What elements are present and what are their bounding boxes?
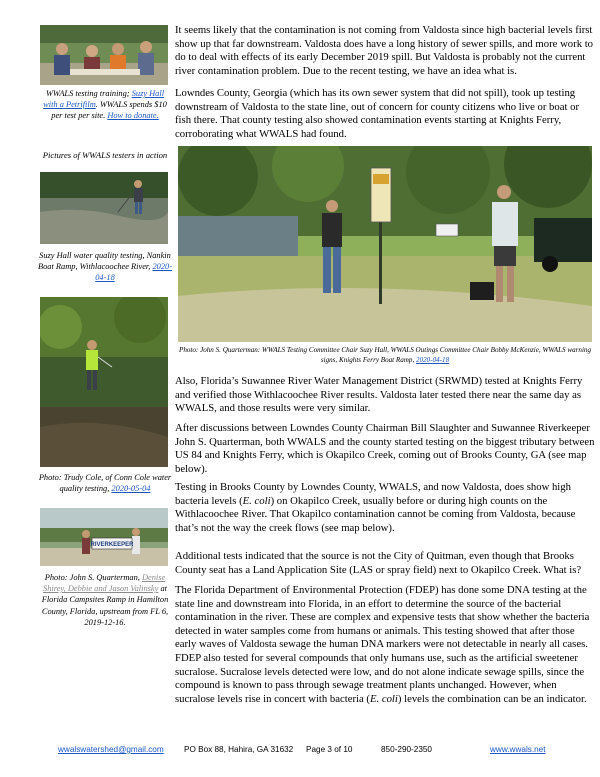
footer-address: PO Box 88, Hahira, GA 31632 — [184, 745, 294, 754]
training-photo — [40, 25, 168, 85]
paragraph-fdep: The Florida Department of Environmental Protection (FDEP) has done some DNA testing at the state line and downstream into Florida, in an effort to determine the source of the bacterial contamination in the river. These are complex and expensive tests that show whether the bacteria detected in water samples come from humans or animals. This testing showed that after those early waves of Valdosta sewage the human DNA markers were not detectable in nearly all cases. FDEP also tested for several compounds that only humans use, such as the artificial sweetener sucralose. Sucralose levels detected were low, and do not alone indicate sewage spills, since the compound is known to pass through sewage treatment plants unchanged. However, when sucralose levels rise in concert with bacteria (E. coli) levels the combination can be an indicator. — [175, 584, 590, 705]
florida-campsites-caption: Photo: John S. Quarterman, Denise Shirey, Debbie and Jason Valinsky at Florida Campsites Ramp in Hamilton County, Florida, upstream from FL 6, 2019-12-16. — [41, 573, 169, 627]
footer-page-number: Page 3 of 10 — [306, 745, 353, 754]
florida-campsites-photo — [40, 508, 168, 566]
paragraph-lowndes: Lowndes County, Georgia (which has its own sewer system that did not spill), took up testing downstream of Valdosta to the state line, out of concern for county citizens who live or boat or fish there. That county testing also showed contamination events starting at Knights Ferry, corroborating what WWALS had found. — [175, 87, 580, 140]
paragraph-brooks-testing: Testing in Brooks County by Lowndes County, WWALS, and now Valdosta, does show high bacteria levels (E. coli) on Okapilco Creek, usually before or during high counts on the Withlacoochee River. That Okapilco contamination cannot be coming from Valdosta, because that’s not the way the creek flows (see map below). — [175, 481, 576, 534]
nankin-caption: Suzy Hall water quality testing, Nankin Boat Ramp, Withlacoochee River, 2020-04-18 — [38, 251, 172, 283]
footer-phone: 850-290-2350 — [381, 745, 432, 754]
nankin-photo — [40, 172, 168, 244]
page-footer — [0, 745, 600, 759]
donate-link[interactable]: How to donate. — [107, 111, 159, 121]
testers-section-heading: Pictures of WWALS testers in action — [42, 150, 168, 160]
nankin-date-link[interactable]: 2020-04-18 — [95, 262, 172, 283]
conn-cole-photo — [40, 297, 168, 467]
conn-cole-caption: Photo: Trudy Cole, of Conn Cole water quality testing, 2020-05-04 — [38, 473, 172, 494]
petrifilm-link[interactable]: Suzy Hall with a Petrifilm — [43, 89, 165, 110]
knights-ferry-caption: Photo: John S. Quarterman: WWALS Testing Committee Chair Suzy Hall, WWALS Outings Committee Chair Bobby McKenzie, WWALS warning signs, Knights Ferry Boat Ramp, 2020-04-18 — [178, 346, 592, 364]
paragraph-okapilco: After discussions between Lowndes County Chairman Bill Slaughter and Suwannee Riverkeeper John S. Quarterman, both WWALS and the county started testing on the biggest tributary between US 84 and Knights Ferry, which is Okapilco Creek, coming out of Brooks County, GA (see map below). — [175, 422, 595, 475]
riverkeeper-banner: RIVERKEEPER — [90, 542, 134, 548]
shirey-valinsky-link[interactable]: Denise Shirey, Debbie and Jason Valinsky — [43, 573, 166, 594]
paragraph-srwmd: Also, Florida’s Suwannee River Water Management District (SRWMD) tested at Knights Ferry and verified those Withlacoochee River results. Valdosta later tested there near the same day as WWALS, and those results were very similar. — [175, 375, 583, 415]
footer-email-link[interactable]: wwalswatershed@gmail.com — [58, 745, 164, 754]
paragraph-valdosta: It seems likely that the contamination is not coming from Valdosta since high bacterial levels first show up that far downstream. Valdosta does have a long history of sewer spills, and more work to do to deal with effects of its early December 2019 spill. But Valdosta is probably not the current river contamination problem. Due to the recent testing, we have an idea what is. — [175, 24, 594, 77]
knights-ferry-date-link[interactable]: 2020-04-18 — [416, 355, 450, 364]
conn-cole-date-link[interactable]: 2020-05-04 — [111, 484, 151, 494]
paragraph-quitman: Additional tests indicated that the source is not the City of Quitman, even though that Brooks County seat has a Land Application Site (LAS or spray field) next to Okapilco Creek. What is? — [175, 550, 582, 576]
footer-website-link[interactable]: www.wwals.net — [490, 745, 546, 754]
training-caption: WWALS testing training; Suzy Hall with a Petrifilm. WWALS spends $10 per test per site. How to donate. — [43, 89, 167, 121]
knights-ferry-photo — [178, 146, 592, 342]
